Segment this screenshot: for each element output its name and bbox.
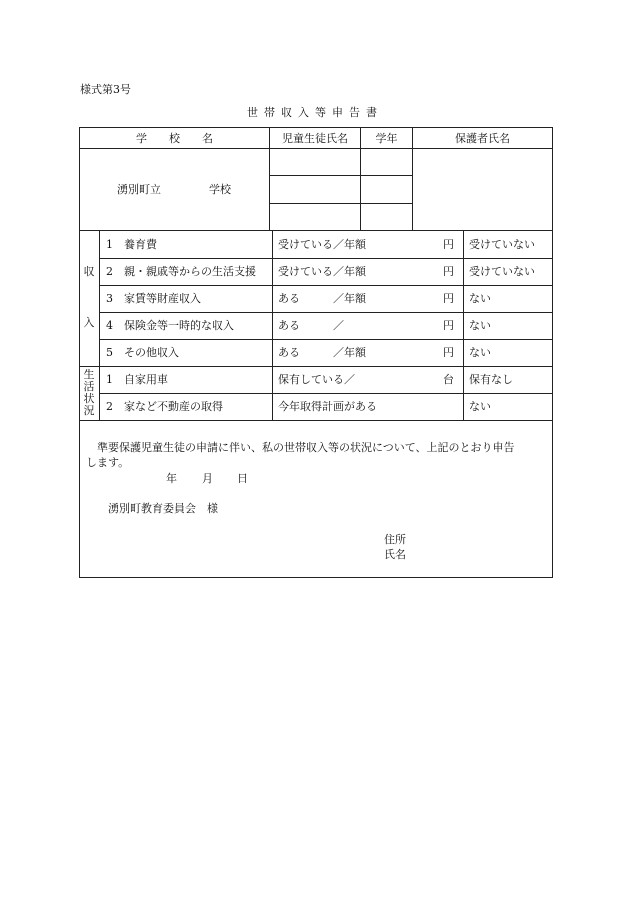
income-row-4-no: 4: [106, 319, 113, 332]
income-row-2-status: 受けている／年額: [278, 265, 366, 278]
income-row-1-item: 養育費: [124, 238, 157, 251]
header-guardian-name: 保護者氏名: [455, 132, 510, 145]
addressee: 湧別町教育委員会 様: [108, 502, 218, 515]
income-row-3-alt: ない: [469, 292, 491, 305]
income-row-3-no: 3: [106, 292, 113, 305]
living-category-4: 況: [83, 404, 95, 417]
income-category-bottom: 入: [83, 316, 95, 329]
item-col-divider: [272, 230, 273, 420]
income-row-divider-4: [99, 339, 553, 340]
income-row-4-item: 保険金等一時的な収入: [124, 319, 234, 332]
income-row-divider-2: [99, 285, 553, 286]
living-row-2-item: 家など不動産の取得: [124, 400, 223, 413]
living-row-1-unit: 台: [443, 373, 454, 386]
income-row-1-alt: 受けていない: [469, 238, 535, 251]
living-row-1-no: 1: [106, 373, 113, 386]
declaration-year: 年: [166, 472, 177, 485]
declaration-bottom: [79, 577, 553, 578]
alt-col-divider: [463, 230, 464, 420]
name-label: 氏名: [384, 548, 406, 561]
header-school: 学 校 名: [136, 132, 213, 145]
table-border-top: [79, 127, 553, 128]
income-row-5-status: ある ／年額: [278, 346, 366, 359]
living-category-3: 状: [83, 392, 95, 405]
income-row-2-no: 2: [106, 265, 113, 278]
income-row-4-status: ある ／: [278, 319, 344, 332]
declaration-line-1: 準要保護児童生徒の申請に伴い、私の世帯収入等の状況について、上記のとおり申告: [97, 441, 515, 454]
income-row-3-item: 家賃等財産収入: [124, 292, 201, 305]
header-student-name: 児童生徒氏名: [282, 132, 348, 145]
declaration-day: 日: [237, 472, 248, 485]
student-row-divider-2: [269, 203, 412, 204]
income-row-1-status: 受けている／年額: [278, 238, 366, 251]
income-row-4-alt: ない: [469, 319, 491, 332]
income-row-1-no: 1: [106, 238, 113, 251]
address-label: 住所: [384, 533, 406, 546]
living-row-1-status: 保有している／: [278, 373, 355, 386]
table-border-right: [552, 127, 553, 578]
living-row-2-alt: ない: [469, 400, 491, 413]
income-row-4-unit: 円: [443, 319, 454, 332]
header-grade: 学年: [375, 132, 398, 145]
income-row-3-unit: 円: [443, 292, 454, 305]
income-row-2-item: 親・親戚等からの生活支援: [124, 265, 256, 278]
living-row-2-status: 今年取得計画がある: [278, 400, 377, 413]
form-number: 様式第3号: [80, 83, 131, 96]
living-row-divider: [99, 393, 553, 394]
income-row-divider-3: [99, 312, 553, 313]
income-row-5-unit: 円: [443, 346, 454, 359]
living-row-1-item: 自家用車: [124, 373, 168, 386]
living-row-2-no: 2: [106, 400, 113, 413]
income-category-top: 収: [83, 265, 95, 278]
income-row-5-item: その他収入: [124, 346, 179, 359]
income-row-1-unit: 円: [443, 238, 454, 251]
income-row-3-status: ある ／年額: [278, 292, 366, 305]
student-row-divider-1: [269, 175, 412, 176]
school-row-bottom: [79, 230, 553, 231]
header-divider: [79, 148, 553, 149]
school-suffix: 学校: [209, 183, 231, 196]
living-row-1-alt: 保有なし: [469, 373, 513, 386]
category-col-divider: [99, 230, 100, 420]
income-row-2-alt: 受けていない: [469, 265, 535, 278]
income-row-2-unit: 円: [443, 265, 454, 278]
income-bottom: [79, 366, 553, 367]
living-category-2: 活: [83, 380, 95, 393]
table-border-left: [79, 127, 80, 578]
living-category-1: 生: [83, 368, 95, 381]
form-title: 世帯収入等申告書: [247, 106, 383, 119]
income-row-5-alt: ない: [469, 346, 491, 359]
table-bottom: [79, 420, 553, 421]
income-row-divider-1: [99, 258, 553, 259]
income-row-5-no: 5: [106, 346, 113, 359]
declaration-month: 月: [202, 472, 213, 485]
declaration-line-2: します。: [86, 456, 130, 469]
school-town: 湧別町立: [117, 183, 161, 196]
